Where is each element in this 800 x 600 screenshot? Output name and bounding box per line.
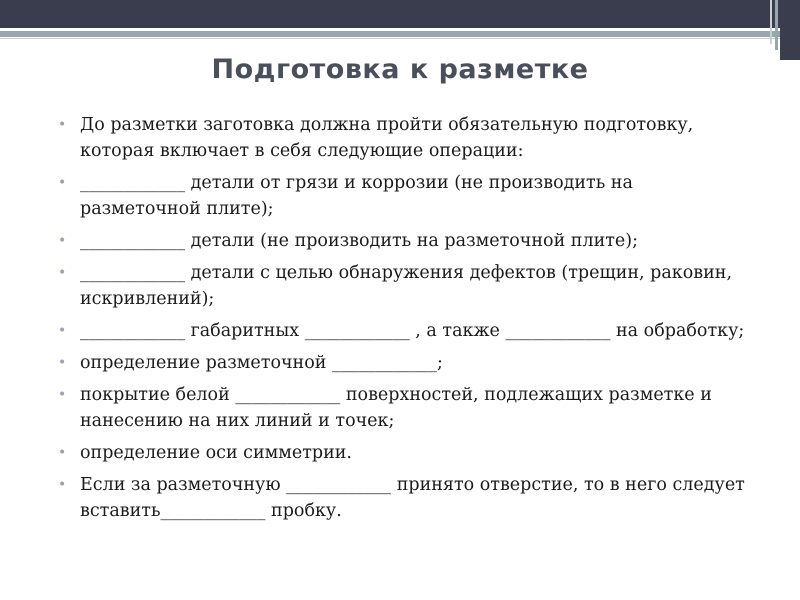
bullet-list <box>58 112 758 530</box>
bullet-icon: • <box>58 477 67 493</box>
bullet-icon: • <box>58 175 67 191</box>
corner-decoration <box>752 0 800 60</box>
list-item: • определение разметочной ____________; <box>58 350 758 376</box>
bullet-icon: • <box>58 323 67 339</box>
slide-title: Подготовка к разметке <box>211 54 589 85</box>
bullet-icon: • <box>58 445 67 461</box>
top-bar <box>0 0 800 28</box>
bullet-icon: • <box>58 387 67 403</box>
bullet-icon: • <box>58 233 67 249</box>
list-item: • Если за разметочную ____________ принято отверстие, то в него следует вставить____________ пробку. <box>58 472 758 524</box>
bullet-icon: • <box>58 355 67 371</box>
top-accent-line <box>0 31 800 37</box>
bullet-icon: • <box>58 117 67 133</box>
list-item: • ____________ габаритных ____________ , а также ____________ на обработку; <box>58 318 758 344</box>
list-item: • ____________ детали с целью обнаружения дефектов (трещин, раковин, искривлений); <box>58 260 758 312</box>
list-item: • ____________ детали от грязи и коррозии (не производить на разметочной плите); <box>58 170 758 222</box>
list-item: • определение оси симметрии. <box>58 440 758 466</box>
list-item: • покрытие белой ____________ поверхностей, подлежащих разметке и нанесению на них линий и точек; <box>58 382 758 434</box>
list-item: • До разметки заготовка должна пройти обязательную подготовку, которая включает в себя следующие операции: <box>58 112 758 164</box>
list-item: • ____________ детали (не производить на разметочной плите); <box>58 228 758 254</box>
bullet-icon: • <box>58 265 67 281</box>
top-thin-line <box>0 38 800 39</box>
